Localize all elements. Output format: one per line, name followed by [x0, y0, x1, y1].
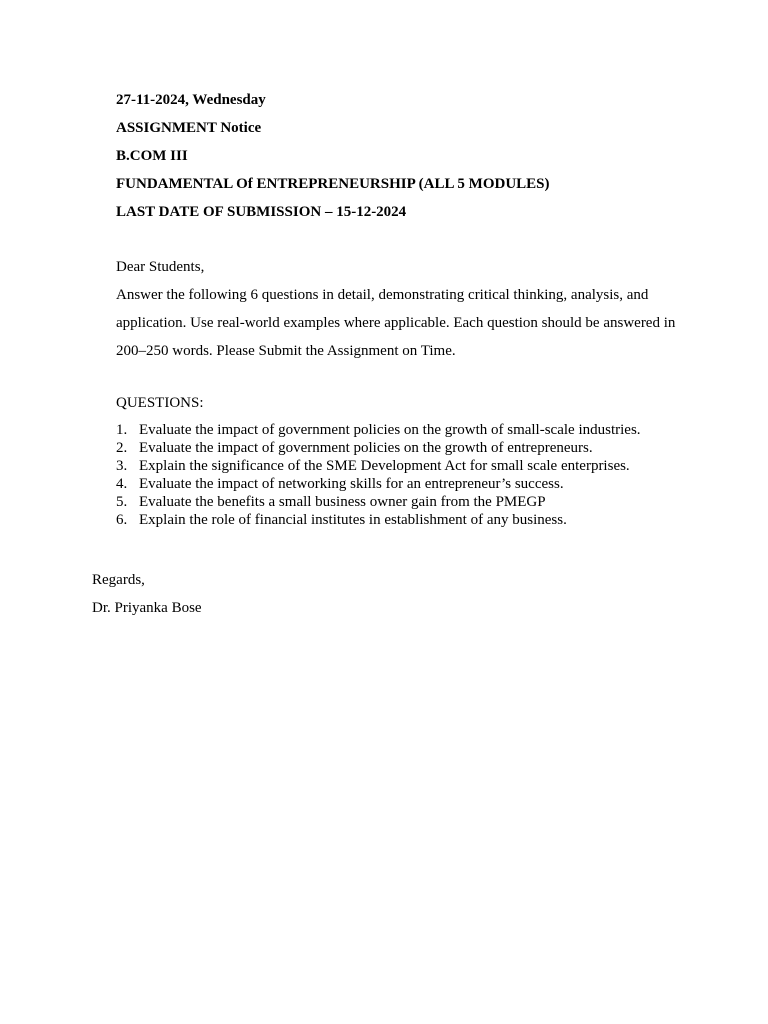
question-number: 5. — [116, 494, 128, 510]
question-text: Evaluate the impact of government policies on the growth of small-scale industries. — [139, 422, 641, 438]
regards-line: Regards, — [92, 572, 145, 588]
question-text: Explain the role of financial institutes in establishment of any business. — [139, 512, 567, 528]
notice-body — [116, 253, 696, 365]
questions-heading: QUESTIONS: — [116, 395, 204, 411]
question-item — [116, 439, 716, 457]
question-number: 1. — [116, 422, 128, 438]
question-item — [116, 421, 716, 439]
closing-block — [92, 566, 202, 622]
question-text: Evaluate the benefits a small business owner gain from the PMEGP — [139, 494, 546, 510]
question-text: Evaluate the impact of networking skills for an entrepreneur’s success. — [139, 476, 564, 492]
question-number: 3. — [116, 458, 128, 474]
question-text: Evaluate the impact of government policies on the growth of entrepreneurs. — [139, 440, 593, 456]
question-item — [116, 511, 716, 529]
question-number: 2. — [116, 440, 128, 456]
questions-list — [116, 421, 716, 529]
question-number: 4. — [116, 476, 128, 492]
question-number: 6. — [116, 512, 128, 528]
submission-deadline: LAST DATE OF SUBMISSION – 15-12-2024 — [116, 204, 407, 220]
question-item — [116, 457, 716, 475]
question-text: Explain the significance of the SME Development Act for small scale enterprises. — [139, 458, 630, 474]
notice-header — [116, 86, 716, 226]
course-name: B.COM III — [116, 148, 188, 164]
signatory-name: Dr. Priyanka Bose — [92, 600, 202, 616]
notice-date: 27-11-2024, Wednesday — [116, 92, 266, 108]
question-item — [116, 493, 716, 511]
greeting: Dear Students, — [116, 259, 205, 275]
question-item — [116, 475, 716, 493]
instructions-paragraph: Answer the following 6 questions in detail, demonstrating critical thinking, analysis, and application. Use real-world examples where applicable. Each question should be answered in 200–250 words. Please Submit the Assignment on Time. — [116, 287, 676, 359]
subject-name: FUNDAMENTAL Of ENTREPRENEURSHIP (ALL 5 MODULES) — [116, 176, 550, 192]
notice-title: ASSIGNMENT Notice — [116, 120, 262, 136]
